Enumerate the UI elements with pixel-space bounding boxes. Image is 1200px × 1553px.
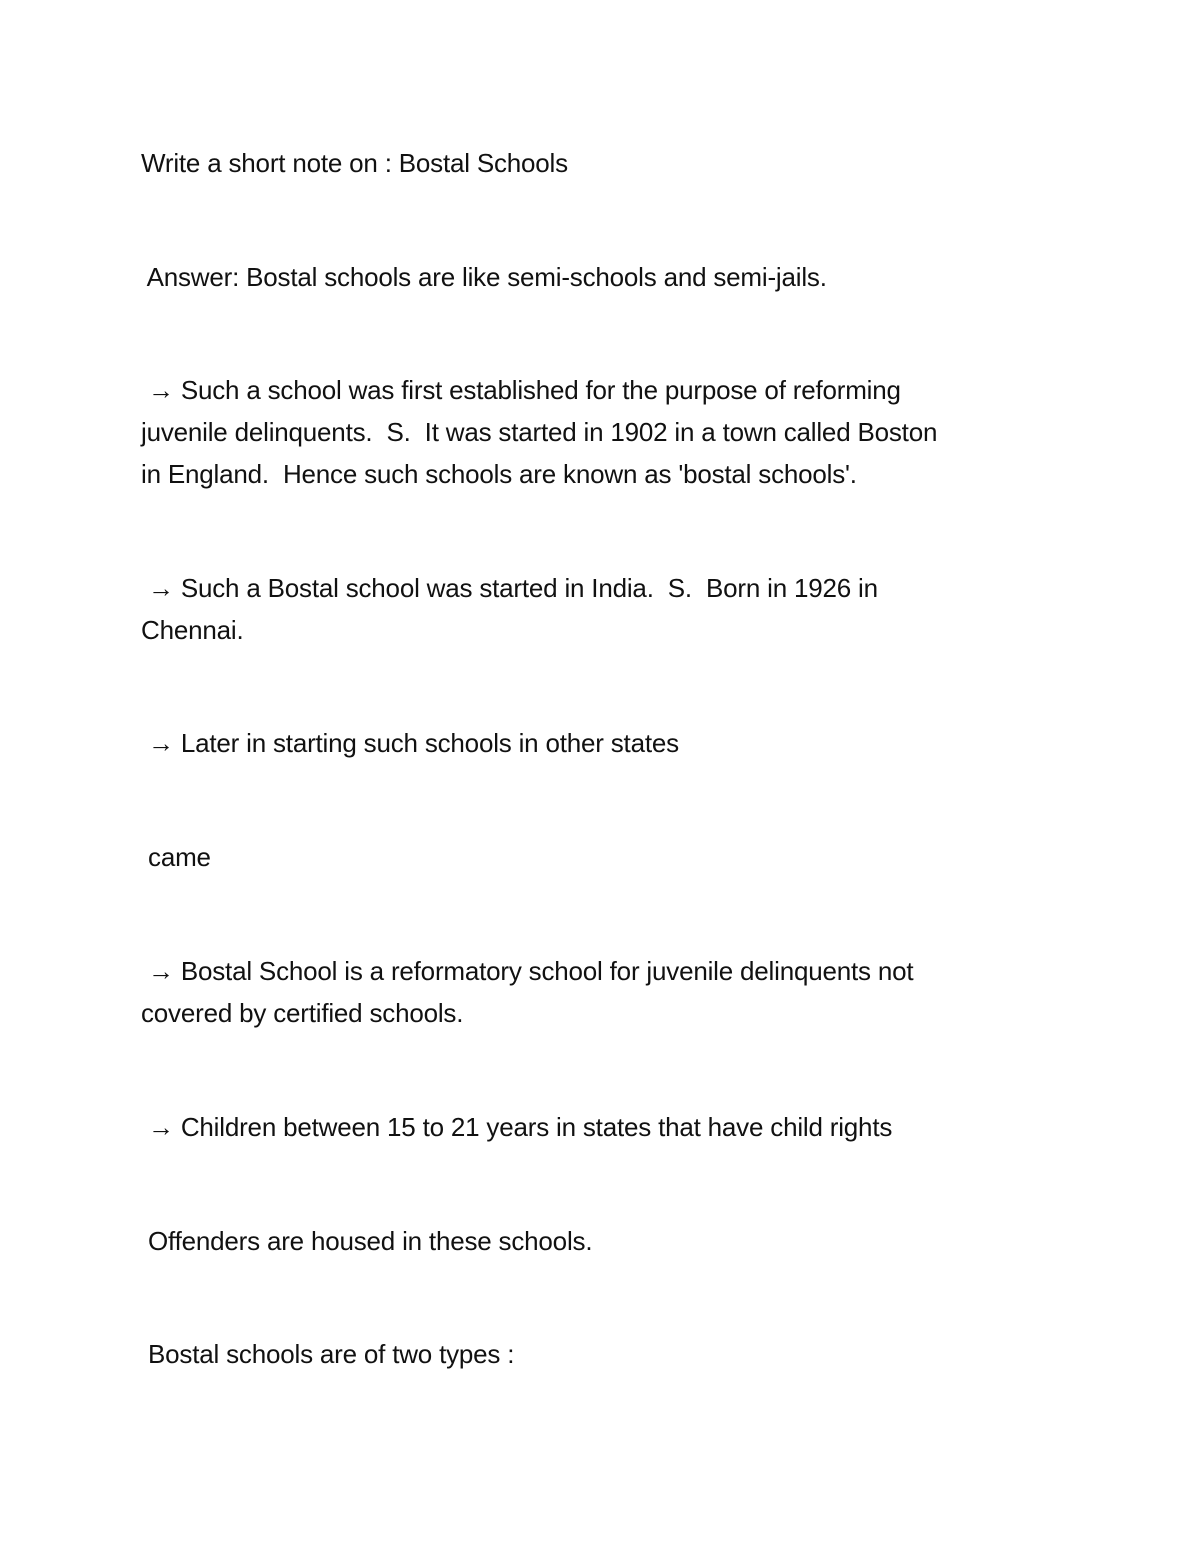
point-3: → Later in starting such schools in other states <box>141 728 679 758</box>
point-1-line-2: juvenile delinquents. S. It was started in 1902 in a town called Boston <box>141 417 938 447</box>
answer-intro: Answer: Bostal schools are like semi-schools and semi-jails. <box>141 262 827 292</box>
point-2-line-1: → Such a Bostal school was started in India. S. Born in 1926 in <box>141 573 878 603</box>
point-1-line-3: in England. Hence such schools are known as 'bostal schools'. <box>141 459 857 489</box>
point-2-line-2: Chennai. <box>141 615 244 645</box>
point-5-continuation: Offenders are housed in these schools. <box>141 1226 593 1256</box>
point-4-line-2: covered by certified schools. <box>141 998 464 1028</box>
question-heading: Write a short note on : Bostal Schools <box>141 148 568 178</box>
point-4-line-1: → Bostal School is a reformatory school for juvenile delinquents not <box>141 956 914 986</box>
point-1-line-1: → Such a school was first established for the purpose of reforming <box>141 375 901 405</box>
point-5: → Children between 15 to 21 years in states that have child rights <box>141 1112 893 1142</box>
point-3-continuation: came <box>141 842 211 872</box>
types-intro: Bostal schools are of two types : <box>141 1339 515 1369</box>
